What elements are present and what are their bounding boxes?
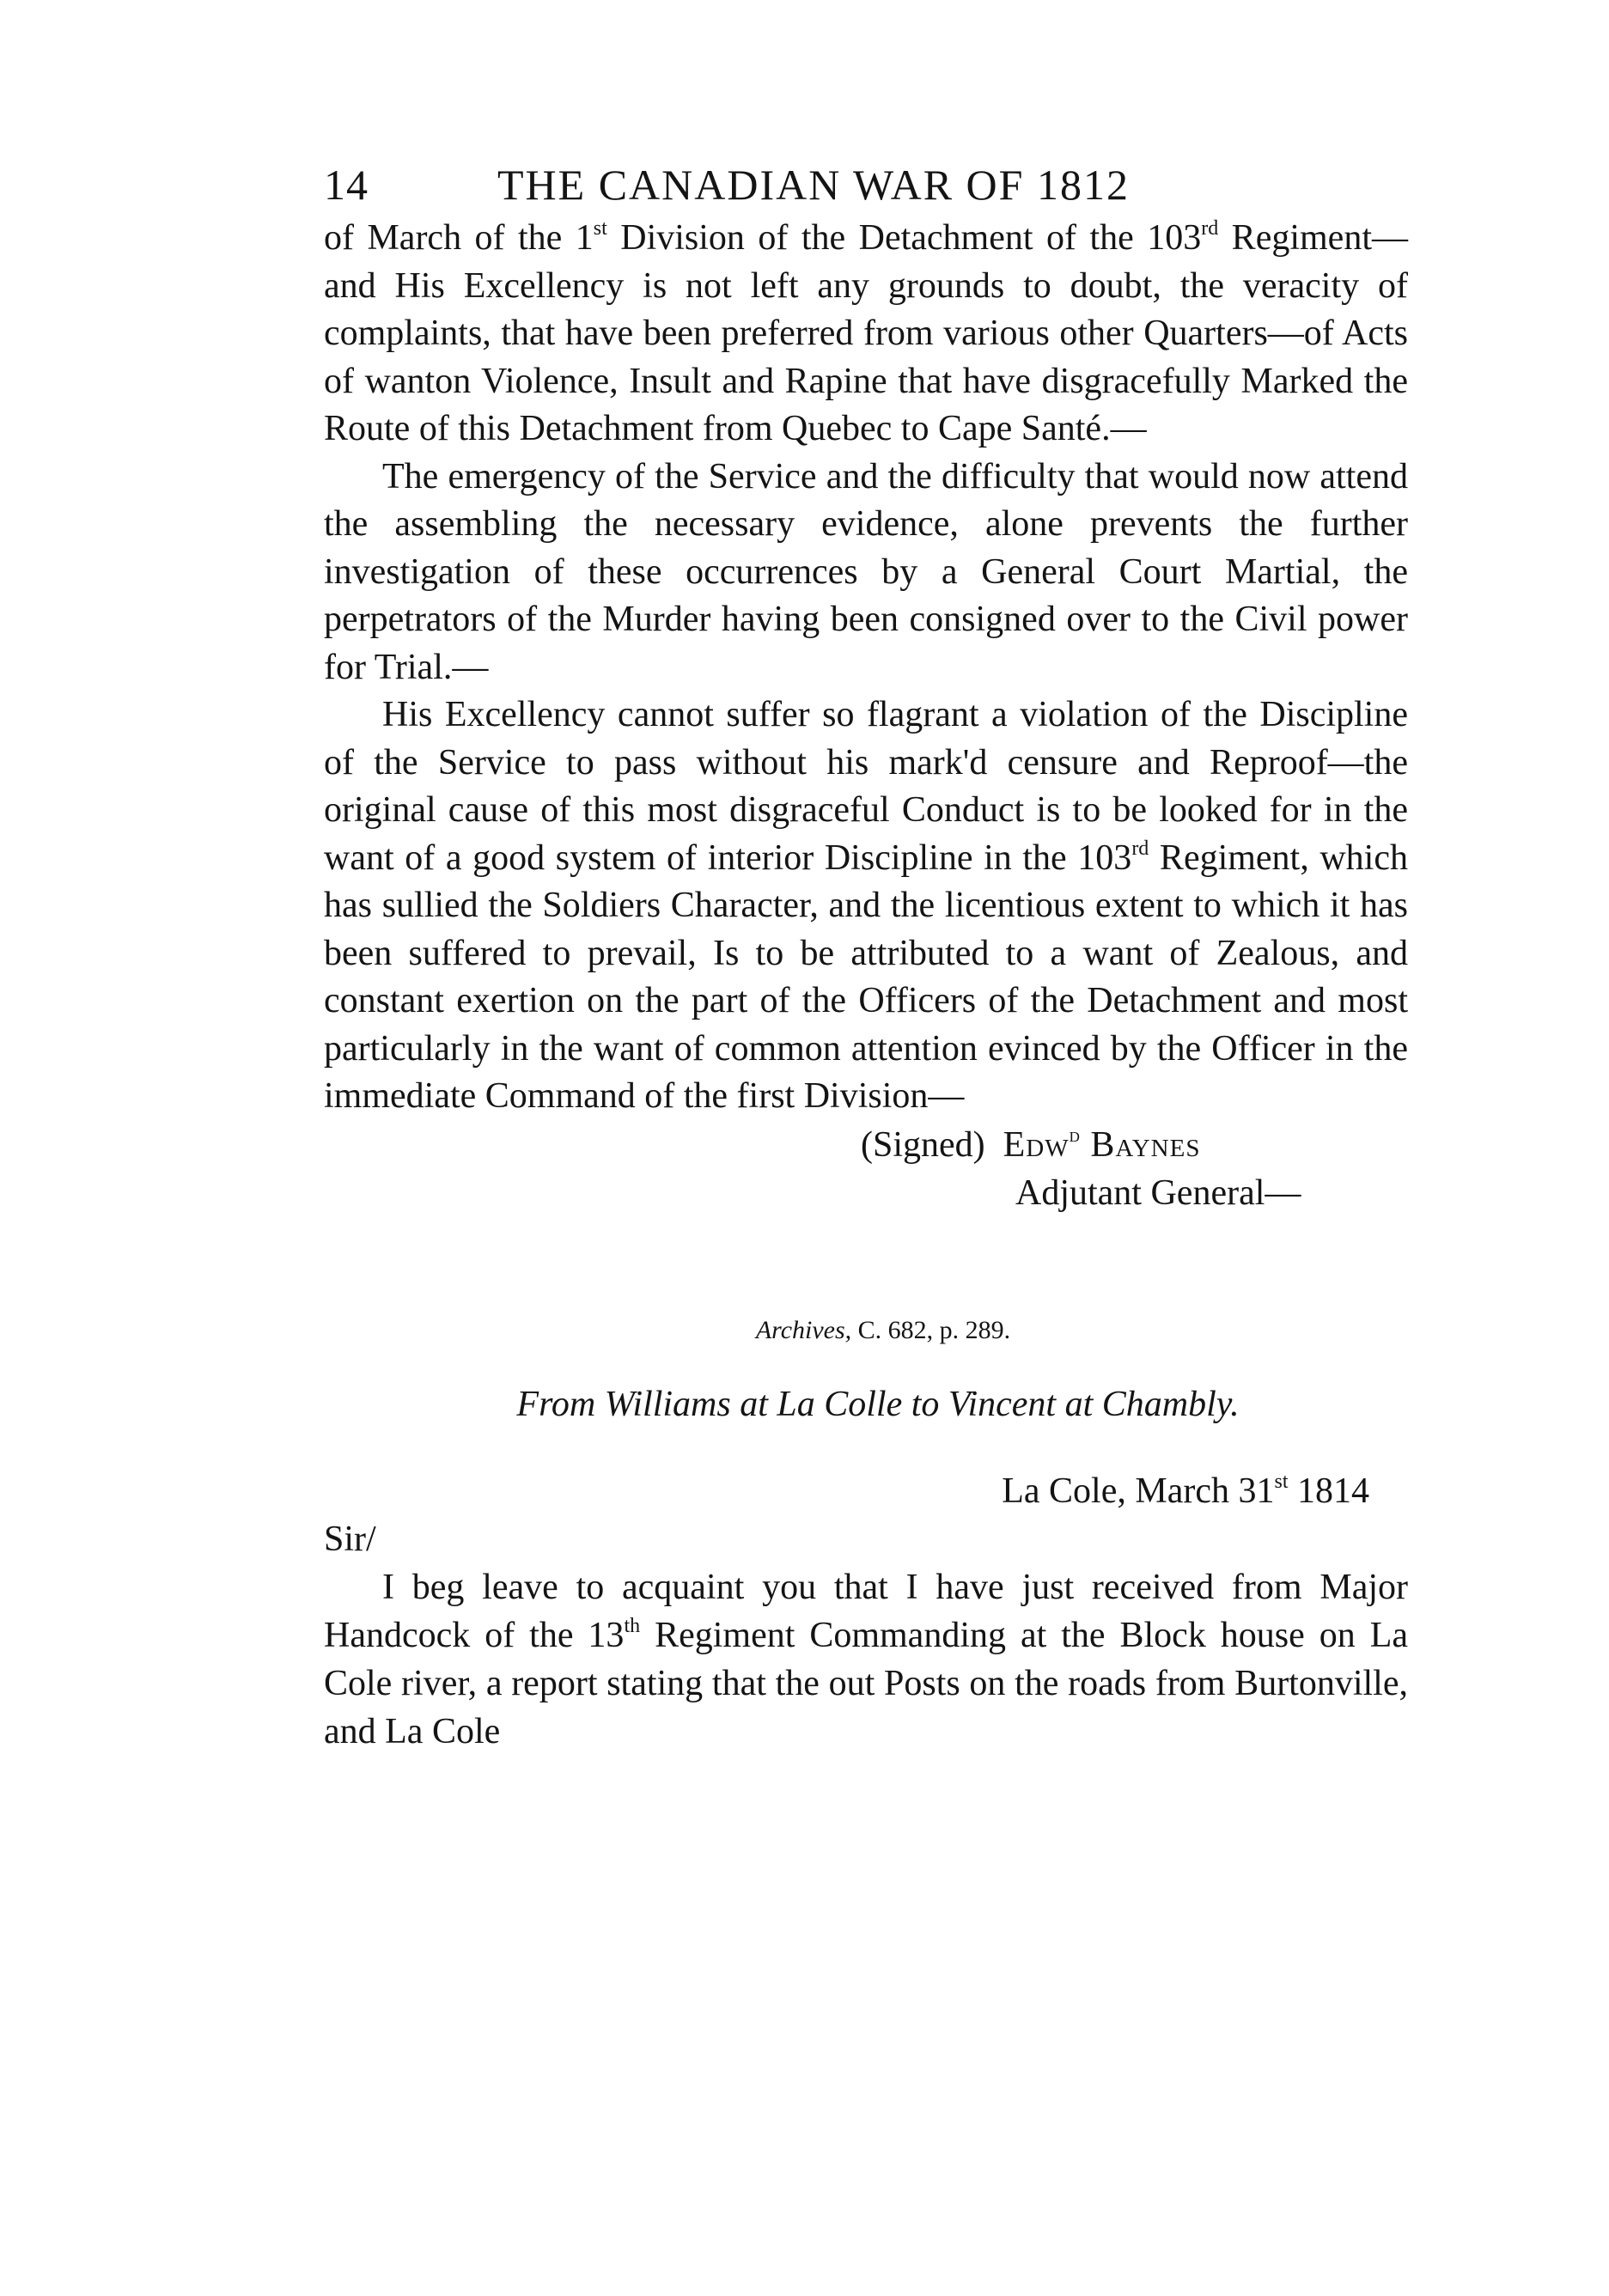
signatory-title: Adjutant General— — [1015, 1172, 1301, 1213]
document-heading: From Williams at La Colle to Vincent at Chambly. — [516, 1384, 1240, 1424]
running-title: THE CANADIAN WAR OF 1812 — [497, 161, 1130, 209]
letter-salutation: Sir/ — [324, 1519, 376, 1559]
signatory-name: Edw$^d$ Baynes — [1003, 1124, 1201, 1165]
order-paragraph-3: His Excellency cannot suffer so flagrant a violation of the Discipline of the Service to pass without his mark'd censure and Reproof—the original cause of this most disgraceful Conduct is to be looked for in the want of a good system of interior Discipline in the 103rd Regiment, which has sullied the Soldiers Character, and the licentious extent to which it has been suffered to prevail, Is to be attributed to a want of Zealous, and constant exertion on the part of the Officers of the Detachment and most particularly in the want of common attention evinced by the Officer in the immediate Command of the first Division— — [324, 695, 1408, 1116]
letter-dateline: La Cole, March 31st 1814 — [1002, 1470, 1369, 1511]
book-page — [324, 155, 1408, 1756]
order-paragraph-1: of March of the 1st Division of the Detachment of the 103rd Regiment—and His Excellency is not left any grounds to doubt, the veracity of complaints, that have been preferred from various other Quarters—of Acts of wanton Violence, Insult and Rapine that have disgracefully Marked the Route of this Detachment from Quebec to Cape Santé.— — [324, 217, 1408, 448]
letter-paragraph-1: I beg leave to acquaint you that I have just received from Major Handcock of the 13th Regiment Commanding at the Block house on La Cole river, a report stating that the out Posts on the roads from Burtonville, and La Cole — [324, 1567, 1408, 1751]
page-number: 14 — [324, 161, 369, 209]
signed-line: (Signed) Edw$^d$ Baynes — [861, 1124, 1201, 1165]
letter-body — [324, 1563, 1408, 1756]
general-order-text — [324, 215, 1408, 1121]
archive-reference: Archives, C. 682, p. 289. — [755, 1315, 1011, 1344]
page-header — [324, 155, 1408, 215]
signature-block — [324, 1121, 1408, 1217]
order-paragraph-2: The emergency of the Service and the difficulty that would now attend the assembling the necessary evidence, alone prevents the further investigation of these occurrences by a General Court Martial, the perpetrators of the Murder having been consigned over to the Civil power for Trial.— — [324, 456, 1408, 687]
